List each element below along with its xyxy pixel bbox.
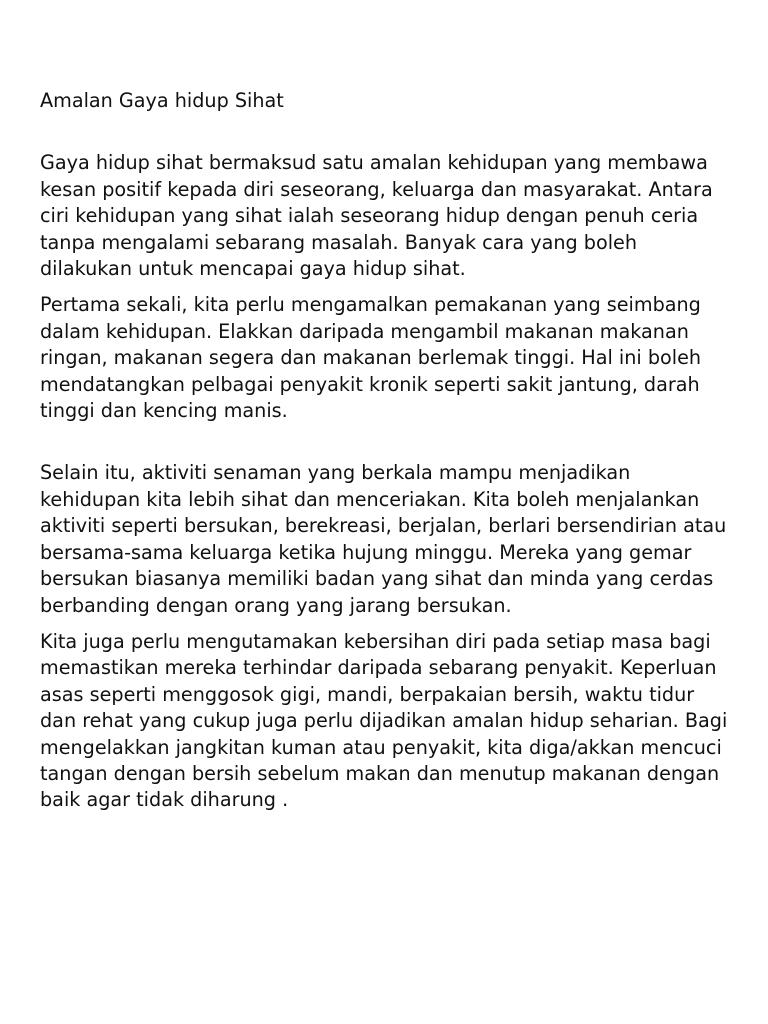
paragraph-exercise: Selain itu, aktiviti senaman yang berkala mampu menjadikan kehidupan kita lebih sihat dan menceriakan. Kita boleh menjalankan aktiviti seperti bersukan, berekreasi, berjalan, berlari bersendirian atau bersama-sama keluarga ketika hujung minggu. Mereka yang gemar bersukan biasanya memiliki badan yang sihat dan minda yang cerdas berbanding dengan orang yang jarang bersukan. — [40, 461, 727, 617]
paragraph-hygiene: Kita juga perlu mengutamakan kebersihan diri pada setiap masa bagi memastikan mereka terhindar daripada sebarang penyakit. Keperluan asas seperti menggosok gigi, mandi, berpakaian bersih, waktu tidur dan rehat yang cukup juga perlu dijadikan amalan hidup seharian. Bagi mengelakkan jangkitan kuman atau penyakit, kita diga/akkan mencuci tangan dengan bersih sebelum makan dan menutup makanan dengan baik agar tidak diharung . — [40, 629, 728, 812]
document-title: Amalan Gaya hidup Sihat — [40, 89, 284, 112]
paragraph-intro: Gaya hidup sihat bermaksud satu amalan kehidupan yang membawa kesan positif kepada diri seseorang, keluarga dan masyarakat. Antara ciri kehidupan yang sihat ialah seseorang hidup dengan penuh ceria tanpa mengalami sebarang masalah. Banyak cara yang boleh dilakukan untuk mencapai gaya hidup sihat. — [40, 151, 713, 281]
paragraph-nutrition: Pertama sekali, kita perlu mengamalkan pemakanan yang seimbang dalam kehidupan. Elakkan daripada mengambil makanan makanan ringan, makanan segera dan makanan berlemak tinggi. Hal ini boleh mendatangkan pelbagai penyakit kronik seperti sakit jantung, darah tinggi dan kencing manis. — [40, 293, 702, 423]
